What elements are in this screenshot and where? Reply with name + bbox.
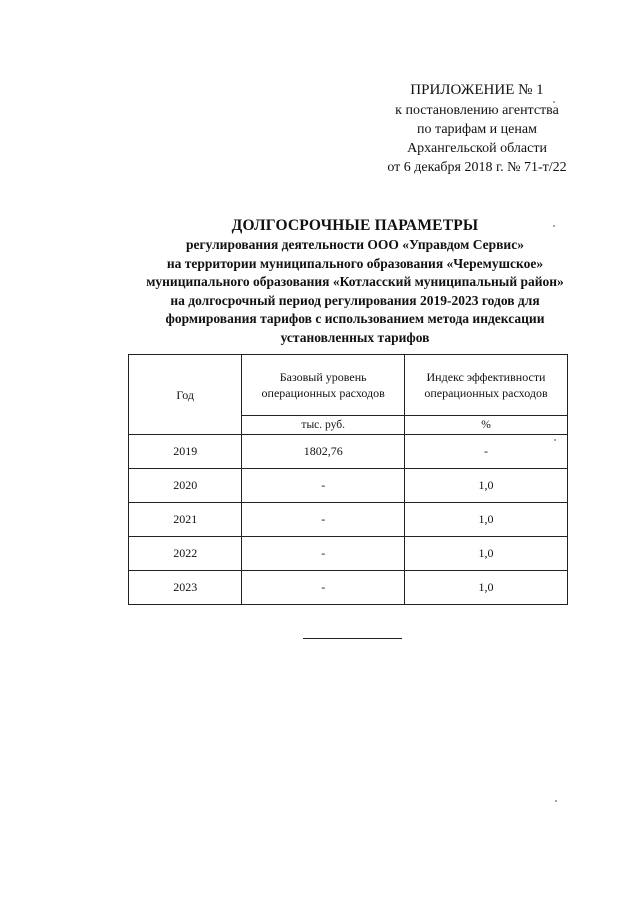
title-heading: ДОЛГОСРОЧНЫЕ ПАРАМЕТРЫ	[231, 217, 479, 234]
document-title	[95, 216, 615, 347]
scan-speck	[555, 800, 557, 802]
header-base-level: Базовый уровень операционных расходов	[242, 355, 405, 416]
appendix-block	[352, 80, 602, 177]
title-line: муниципального образования «Котласский муниципальный район»	[146, 274, 564, 289]
scan-speck	[553, 101, 555, 103]
title-line: на территории муниципального образования «Черемушское»	[166, 255, 544, 271]
cell-year: 2023	[129, 571, 242, 605]
closing-rule	[303, 638, 402, 639]
appendix-label: ПРИЛОЖЕНИЕ № 1	[410, 82, 544, 98]
header-year: Год	[129, 355, 242, 435]
cell-base-level: -	[242, 503, 405, 537]
scan-speck	[554, 439, 556, 441]
appendix-date-number: от 6 декабря 2018 г. № 71-т/22	[387, 160, 567, 175]
title-line: регулирования деятельности ООО «Управдом Сервис»	[186, 237, 524, 252]
cell-year: 2022	[129, 537, 242, 571]
cell-base-level: -	[242, 571, 405, 605]
table-row	[129, 469, 568, 503]
cell-efficiency-index: 1,0	[404, 469, 567, 503]
unit-efficiency-index: %	[404, 416, 567, 435]
scan-speck	[553, 225, 555, 227]
table-header-row	[129, 355, 568, 416]
table-row	[129, 503, 568, 537]
appendix-line: по тарифам и ценам	[417, 122, 537, 137]
cell-year: 2019	[129, 435, 242, 469]
unit-base-level: тыс. руб.	[242, 416, 405, 435]
cell-base-level: 1802,76	[242, 435, 405, 469]
cell-efficiency-index: -	[404, 435, 567, 469]
cell-year: 2020	[129, 469, 242, 503]
cell-efficiency-index: 1,0	[404, 503, 567, 537]
cell-year: 2021	[129, 503, 242, 537]
cell-base-level: -	[242, 469, 405, 503]
cell-efficiency-index: 1,0	[404, 537, 567, 571]
table-row	[129, 435, 568, 469]
cell-efficiency-index: 1,0	[404, 571, 567, 605]
title-line: установленных тарифов	[280, 329, 430, 345]
parameters-table	[128, 354, 568, 605]
title-line: формирования тарифов с использованием метода индексации	[165, 311, 545, 326]
appendix-line: Архангельской области	[407, 141, 547, 156]
appendix-line: к постановлению агентства	[395, 103, 559, 118]
table-row	[129, 571, 568, 605]
title-line: на долгосрочный период регулирования 2019-2023 годов для	[170, 292, 540, 308]
cell-base-level: -	[242, 537, 405, 571]
header-efficiency-index: Индекс эффективности операционных расходов	[404, 355, 567, 416]
table-row	[129, 537, 568, 571]
